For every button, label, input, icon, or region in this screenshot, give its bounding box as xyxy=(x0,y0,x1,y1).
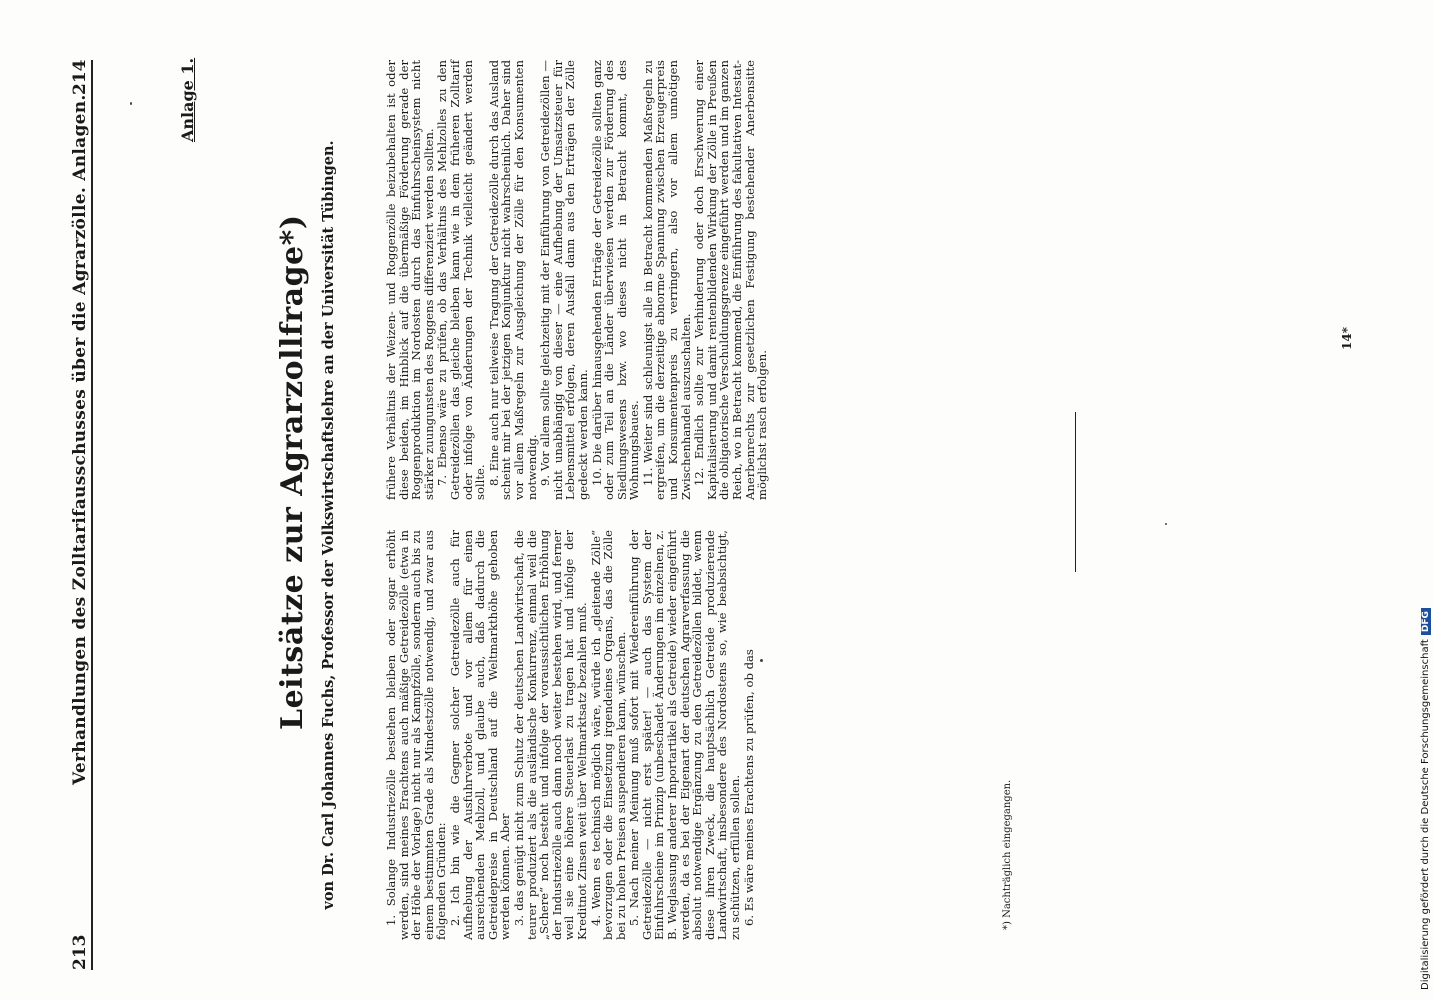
column-divider xyxy=(1075,412,1076,572)
digitization-text: Digitalisierung gefördert durch die Deutsche Forschungsgemeinschaft xyxy=(1420,639,1431,990)
paragraph: 7. Ebenso wäre zu prüfen, ob das Verhältnis des Mehlzolles zu den Getreidezöllen das gleiche bleiben kann wie in dem früheren Zolltarif oder infolge von Änderungen der Technik vielleicht geändert werden sollte. xyxy=(435,60,488,500)
paragraph: 5. Nach meiner Meinung muß sofort mit Wiedereinführung der Getreidezölle — nicht erst später! — auch das System der Einfuhrscheine im Prinzip (unbeschadet Änderungen im einzelnen, z. B. Weglassung anderer Importartikel als Getreide) wieder eingeführt werden, da es bei der Eigenart der deutschen Agrarverfassung die absolut notwendige Ergänzung zu den Getreidezöllen bildet, wenn diese ihren Zweck, die hauptsächlich Getreide produzierende Landwirtschaft, insbesondere des Nordostens so, wie beabsichtigt, zu schützen, erfüllen sollen. xyxy=(627,530,743,940)
annex-label: Anlage 1. xyxy=(178,57,197,142)
page-number-right: 214 xyxy=(70,59,90,95)
digitization-note xyxy=(1420,0,1431,990)
paragraph: 9. Vor allem sollte gleichzeitig mit der Einführung von Getreidezöllen — nicht unabhängig von dieser — eine Aufhebung der Umsatzsteuer für Lebensmittel erfolgen, deren Ausfall dann aus den Erträgen der Zölle gedeckt werden kann. xyxy=(538,60,590,500)
paragraph: 6. Es wäre meines Erachtens zu prüfen, ob das xyxy=(741,649,756,926)
text-column-right xyxy=(385,60,770,500)
footnote: *) Nachträglich eingegangen. xyxy=(1002,779,1013,930)
paragraph: 10. Die darüber hinausgehenden Erträge der Getreidezölle sollten ganz oder zum Teil an die Länder überwiesen werden zur Förderung des Siedlungswesens bzw. wo dieses nicht in Betracht kommt, des Wohnungsbaues. xyxy=(589,60,642,500)
paragraph: frühere Verhältnis der Weizen- und Roggenzölle beizubehalten ist oder diese beiden, im Hinblick auf die übermäßige Förderung gerade der Roggenproduktion im Nordosten durch das Einfuhrscheinsystem nicht stärker zuungunsten des Roggens differenziert werden sollten. xyxy=(384,60,436,500)
paragraph: 3. das genügt nicht zum Schutz der deutschen Landwirtschaft, die teurer produziert als die ausländische Konkurrenz, einmal weil die „Schere“ noch besteht und infolge der voraussichtlichen Erhöhung der Industriezölle auch dann noch weiter bestehen wird, und ferner weil sie eine höhere Steuerlast zu tragen hat und infolge der Kreditnot Zinsen weit über Weltmarktsatz bezahlen muß. xyxy=(511,530,589,940)
scan-speck xyxy=(760,659,763,662)
paragraph: 1. Solange Industriezölle bestehen bleiben oder sogar erhöht werden, sind meines Erachtens auch mäßige Getreidezölle (etwa in der Höhe der Vorlage) nicht nur als Kampfzölle, sondern auch bis zu einem bestimmten Grade als Mindestzölle notwendig, und zwar aus folgenden Gründen: xyxy=(384,530,449,940)
running-title: Verhandlungen des Zolltarifausschusses über die Agrarzölle. Anlagen. xyxy=(70,94,90,785)
paragraph: 2. Ich bin wie die Gegner solcher Getreidezölle auch für Aufhebung der Ausfuhrverbote und vor allem für einen ausreichenden Mehlzoll, und glaube auch, daß dadurch die Getreidepreise in Deutschland auf die Weltmarkthöhe gehoben werden können. Aber xyxy=(447,530,513,940)
scan-speck xyxy=(1165,523,1167,525)
scan-speck xyxy=(130,102,132,105)
text-column-left xyxy=(385,530,756,940)
paragraph: 8. Eine auch nur teilweise Tragung der Getreidezölle durch das Ausland scheint mir bei der jetzigen Konjunktur nicht wahrscheinlich. Daher sind vor allem Maßregeln zur Ausgleichung der Zölle für den Konsumenten notwendig. xyxy=(486,60,539,500)
header-rule xyxy=(91,60,93,970)
paragraph: 4. Wenn es technisch möglich wäre, würde ich „gleitende Zölle“ bevorzugen oder die Einsetzung irgendeines Organs, das die Zölle bei zu hohen Preisen suspendieren kann, wünschen. xyxy=(588,530,628,940)
document-title: Leitsätze zur Agrarzollfrage*) xyxy=(275,214,310,730)
paragraph: 12. Endlich sollte zur Verhinderung oder doch Erschwerung einer Kapitalisierung und damit rentenbildenden Wirkung der Zölle in Preußen die obligatorische Verschuldungsgrenze eingeführt werden und im ganzen Reich, wo in Betracht kommend, die Einführung des fakultativen Intestat-Anerbenrechts zur gesetzlichen Festigung bestehender Anerbensitte möglichst rasch erfolgen. xyxy=(692,60,770,500)
signature-mark: 14* xyxy=(1340,327,1354,350)
page-number-left: 213 xyxy=(70,934,90,970)
paragraph: 11. Weiter sind schleunigst alle in Betracht kommenden Maßregeln zu ergreifen, um die derzeitige abnorme Spannung zwischen Erzeugerpreis und Konsumentenpreis zu verringern, also vor allem unnötigen Zwischenhandel auszuschalten. xyxy=(640,60,693,500)
dfg-logo: DFG xyxy=(1421,608,1431,635)
author-byline: von Dr. Carl Johannes Fuchs, Professor der Volkswirtschaftslehre an der Universität Tübingen. xyxy=(320,140,337,910)
